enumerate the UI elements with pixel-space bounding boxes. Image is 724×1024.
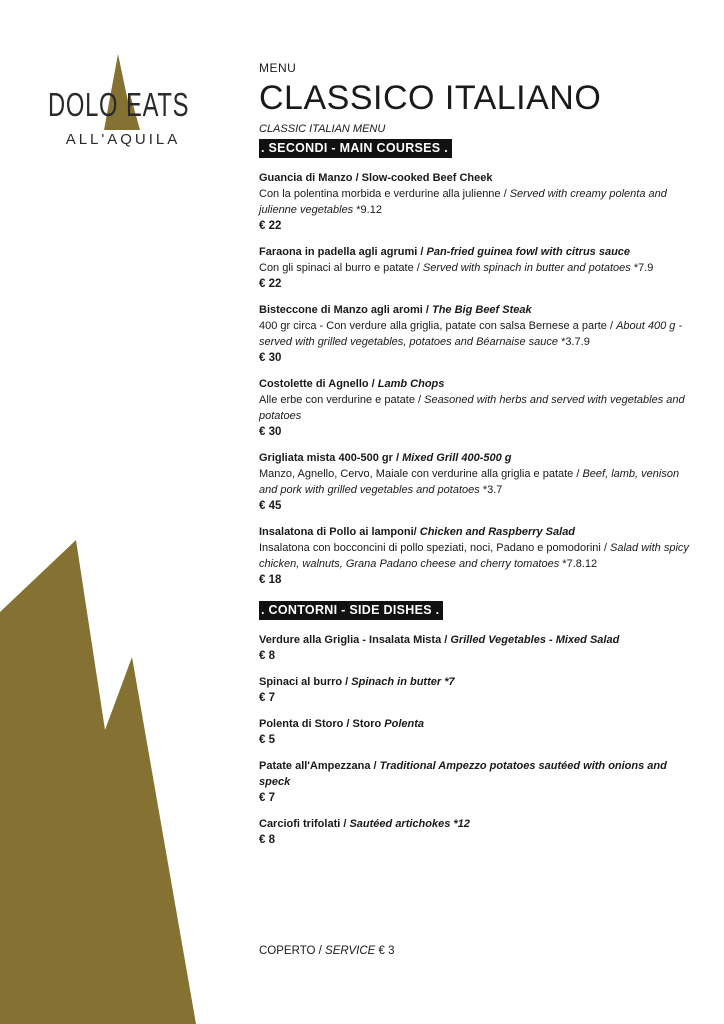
menu-content (259, 60, 699, 861)
item-description (259, 318, 699, 350)
item-name: Verdure alla Griglia - Insalata Mista / (259, 634, 451, 646)
item-name-english: Mixed Grill 400-500 g (402, 452, 512, 464)
item-title (259, 674, 699, 690)
item-price: € 45 (259, 500, 282, 512)
menu-item (259, 674, 699, 706)
item-price: € 5 (259, 734, 275, 746)
item-name: Faraona in padella agli agrumi / (259, 246, 427, 258)
item-price: € 7 (259, 692, 275, 704)
cover-price: € 3 (375, 945, 395, 957)
item-name: Insalatona di Pollo ai lamponi/ (259, 526, 420, 538)
item-name: Grigliata mista 400-500 gr / (259, 452, 403, 464)
item-price: € 22 (259, 220, 282, 232)
item-title (259, 816, 699, 832)
item-name: Bisteccone di Manzo agli aromi / (259, 304, 432, 316)
item-name-english: The Big Beef Steak (431, 304, 532, 316)
item-description-italian: 400 gr circa - Con verdure alla griglia, patate con salsa Bernese a parte / (259, 320, 617, 332)
menu-item (259, 816, 699, 848)
item-title (259, 524, 699, 540)
item-price: € 30 (259, 426, 282, 438)
item-price: € 22 (259, 278, 282, 290)
item-description (259, 540, 699, 572)
item-name-english: Chicken and Raspberry Salad (419, 526, 576, 538)
item-price: € 30 (259, 352, 282, 364)
item-price: € 8 (259, 650, 275, 662)
item-allergens: *3.7.9 (558, 336, 590, 348)
item-name-english: Pan-fried guinea fowl with citrus sauce (426, 246, 631, 258)
logo-location: ALL'AQUILA (65, 131, 181, 148)
logo-text-right: EATS (126, 86, 190, 123)
menu-item (259, 524, 699, 588)
brand-logo (42, 52, 202, 152)
section-heading: . CONTORNI - SIDE DISHES . (259, 601, 443, 620)
item-description-english: Seasoned with herbs and served with vegetables and potatoes (259, 394, 685, 422)
item-price: € 18 (259, 574, 282, 586)
menu-section (259, 139, 699, 588)
menu-item (259, 376, 699, 440)
item-title (259, 758, 699, 790)
menu-kicker: MENU (259, 61, 297, 75)
item-allergens: *7.9 (630, 262, 654, 274)
item-title (259, 450, 699, 466)
item-allergens: *7.8.12 (559, 558, 598, 570)
item-price: € 8 (259, 834, 275, 846)
item-name-english: Grilled Vegetables - Mixed Salad (450, 634, 620, 646)
item-description (259, 186, 699, 218)
item-title (259, 170, 699, 186)
menu-sections (259, 139, 699, 848)
item-name-english: Spinach in butter *7 (351, 676, 455, 688)
menu-title: CLASSICO ITALIANO (259, 79, 602, 117)
item-title (259, 376, 699, 392)
item-name: Spinaci al burro / (259, 676, 352, 688)
logo-text-left: DOLO (48, 86, 119, 123)
item-name-english: Sautéed artichokes *12 (349, 818, 470, 830)
item-description-italian: Manzo, Agnello, Cervo, Maiale con verdurine alla griglia e patate / (259, 468, 583, 480)
item-description-english: About 400 g - served with grilled vegetables, potatoes and Béarnaise sauce (259, 320, 683, 348)
menu-item (259, 170, 699, 234)
menu-item (259, 716, 699, 748)
section-heading: . SECONDI - MAIN COURSES . (259, 139, 452, 158)
menu-subtitle: CLASSIC ITALIAN MENU (259, 123, 386, 135)
item-description (259, 466, 699, 498)
cover-charge (259, 945, 395, 957)
mountain-shape (0, 540, 196, 1024)
item-name-english: Lamb Chops (377, 378, 445, 390)
item-description-italian: Con gli spinaci al burro e patate / (259, 262, 423, 274)
item-name: Carciofi trifolati / (259, 818, 350, 830)
item-description (259, 392, 699, 424)
item-description (259, 260, 699, 276)
item-description-english: Served with creamy polenta and julienne vegetables (259, 188, 667, 216)
item-title (259, 632, 699, 648)
item-title (259, 244, 699, 260)
item-description-italian: Insalatona con bocconcini di pollo speziati, noci, Padano e pomodorini / (259, 542, 611, 554)
item-name: Patate all'Ampezzana / (259, 760, 380, 772)
item-title (259, 716, 699, 732)
item-name: Costolette di Agnello / (259, 378, 378, 390)
menu-item-list (259, 170, 699, 588)
item-name: Polenta di Storo / Storo (259, 718, 385, 730)
item-price: € 7 (259, 792, 275, 804)
menu-item (259, 244, 699, 292)
cover-label-en: SERVICE (325, 945, 376, 957)
item-name-english: Traditional Ampezzo potatoes sautéed with onions and speck (259, 760, 667, 788)
menu-item (259, 758, 699, 806)
item-title (259, 302, 699, 318)
item-description-english: Beef, lamb, venison and pork with grilled vegetables and potatoes (259, 468, 680, 496)
menu-item (259, 632, 699, 664)
menu-section (259, 601, 699, 848)
item-description-italian: Alle erbe con verdurine e patate / (259, 394, 425, 406)
menu-item-list (259, 632, 699, 848)
item-description-italian: Con la polentina morbida e verdurine alla julienne / (259, 188, 510, 200)
menu-item (259, 450, 699, 514)
cover-label: COPERTO / (259, 945, 326, 957)
item-name: Guancia di Manzo / Slow-cooked Beef Cheek (259, 172, 493, 184)
item-allergens: *9.12 (353, 204, 382, 216)
item-allergens: *3.7 (479, 484, 503, 496)
menu-item (259, 302, 699, 366)
item-name-english: Polenta (384, 718, 425, 730)
item-description-english: Served with spinach in butter and potatoes (422, 262, 631, 274)
item-description-english: Salad with spicy chicken, walnuts, Grana Padano cheese and cherry tomatoes (259, 542, 689, 570)
